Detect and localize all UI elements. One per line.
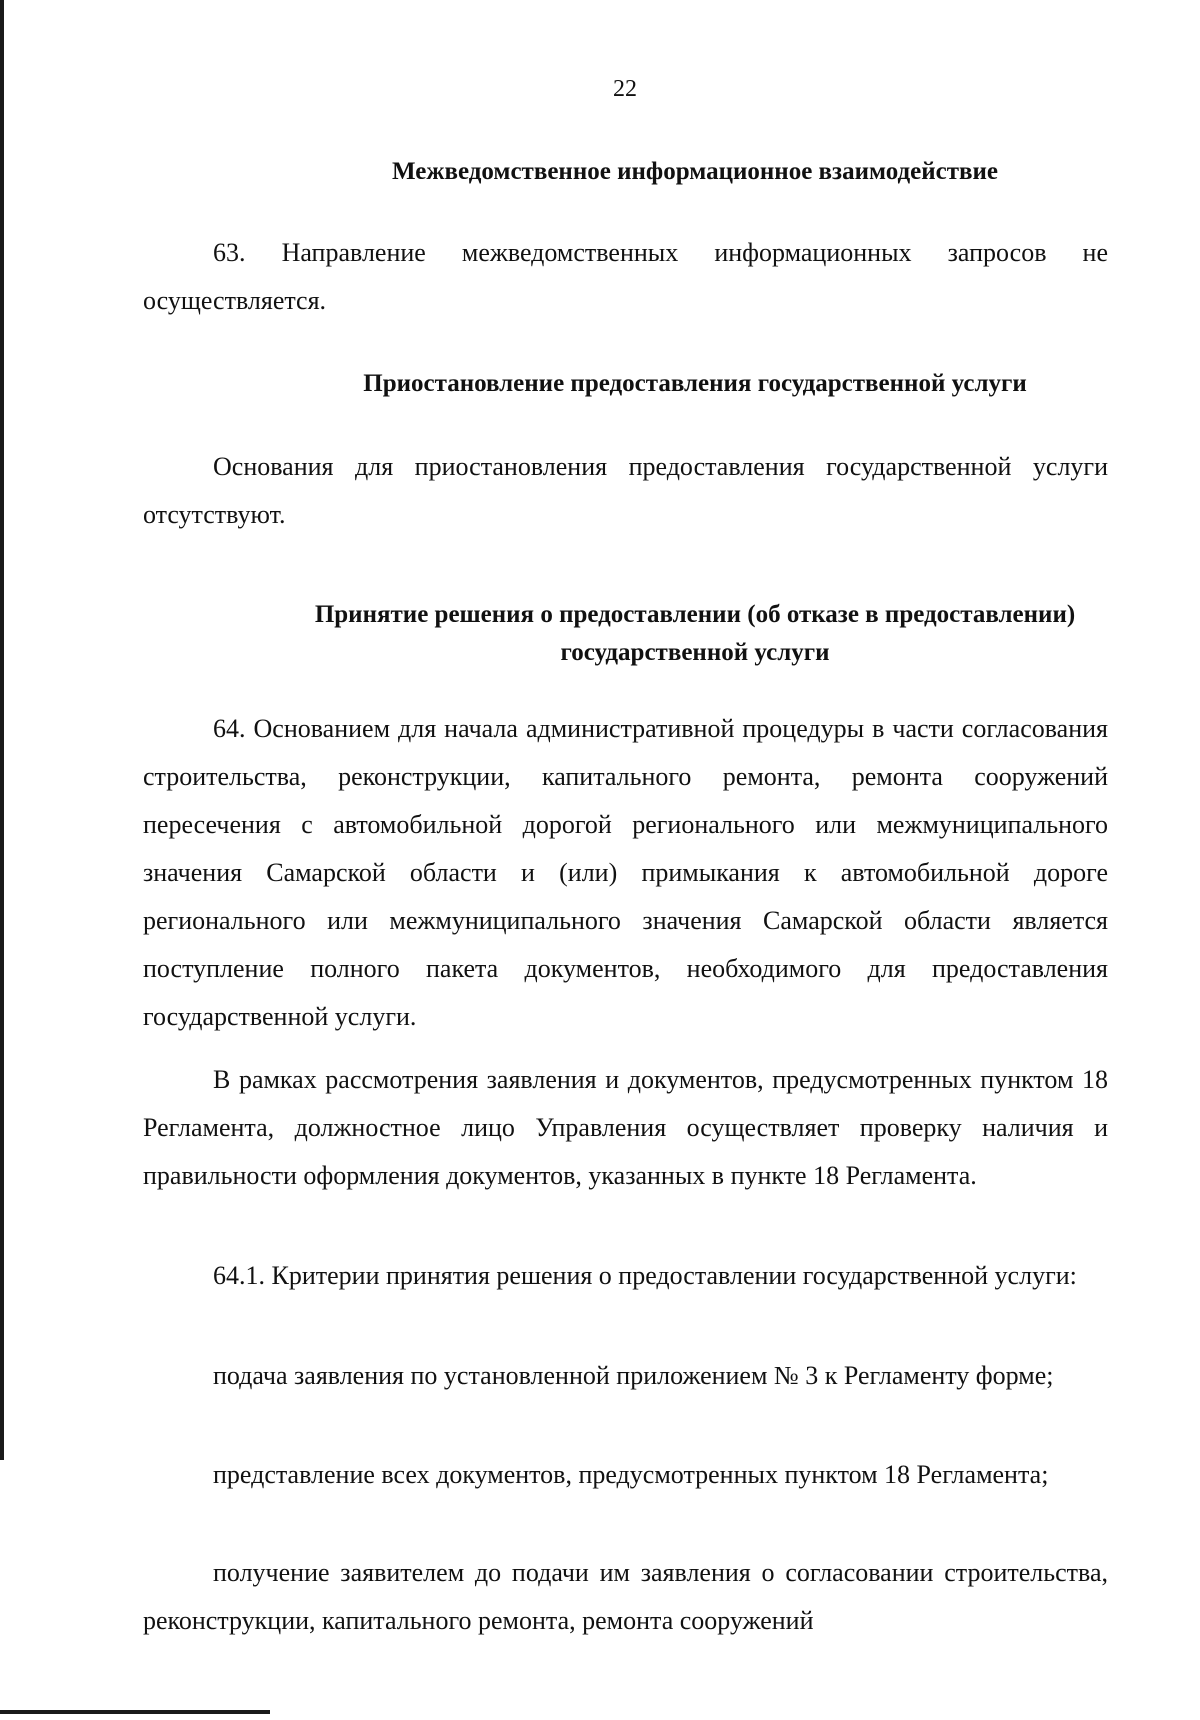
- paragraph-64-1: 64.1. Критерии принятия решения о предоставлении государственной услуги:: [213, 1261, 1077, 1290]
- heading-interagency-interaction: Межведомственное информационное взаимодействие: [392, 158, 998, 185]
- heading-suspension: Приостановление предоставления государственной услуги: [363, 370, 1027, 397]
- scan-edge-bottom: [0, 1710, 270, 1714]
- criterion-prior-consent: получение заявителем до подачи им заявления о согласовании строительства, реконструкции, капитального ремонта, ремонта сооружений: [143, 1558, 1108, 1635]
- criterion-all-documents: представление всех документов, предусмотренных пунктом 18 Регламента;: [213, 1460, 1049, 1489]
- heading-decision-block: [140, 596, 1200, 672]
- page-number: 22: [613, 76, 637, 102]
- heading-decision-line2: государственной услуги: [560, 639, 830, 666]
- heading-decision-line1: Принятие решения о предоставлении (об отказе в предоставлении): [314, 601, 1076, 628]
- paragraph-review-documents: В рамках рассмотрения заявления и документов, предусмотренных пунктом 18 Регламента, должностное лицо Управления осуществляет проверку наличия и правильности оформления документов, указанных в пункте 18 Регламента.: [143, 1065, 1108, 1190]
- criterion-application-form: подача заявления по установленной приложением № 3 к Регламенту форме;: [213, 1361, 1054, 1390]
- paragraph-63: 63. Направление межведомственных информационных запросов не осуществляется.: [143, 238, 1108, 315]
- scan-edge-left: [0, 0, 4, 1460]
- paragraph-64: 64. Основанием для начала административной процедуры в части согласования строительства, реконструкции, капитального ремонта, ремонта сооружений пересечения с автомобильной дорогой регионального или межмуниципального значения Самарской области и (или) примыкания к автомобильной дороге регионального или межмуниципального значения Самарской области является поступление полного пакета документов, необходимого для предоставления государственной услуги.: [143, 714, 1108, 1031]
- paragraph-suspension-grounds: Основания для приостановления предоставления государственной услуги отсутствуют.: [143, 452, 1108, 529]
